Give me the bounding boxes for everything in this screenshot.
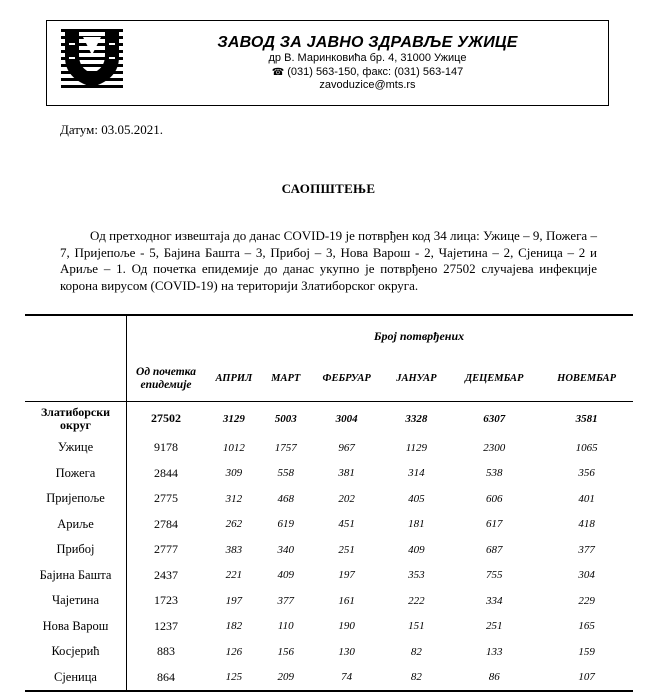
notice-title: САОПШТЕЊЕ [281, 181, 376, 196]
org-details [135, 34, 600, 93]
month-value: 3004 [309, 402, 385, 436]
municipality-name: Чајетина [25, 588, 127, 614]
document-date: Датум: 03.05.2021. [60, 122, 163, 137]
month-value: 74 [309, 665, 385, 692]
month-value: 334 [485, 594, 503, 607]
month-value: 165 [578, 620, 595, 633]
month-value: 377 [277, 594, 294, 607]
since-start-header: Од почетка епидемије [136, 365, 196, 391]
table-row [25, 435, 633, 461]
month-value: 1757 [274, 441, 297, 454]
municipality-total: 864 [127, 665, 206, 692]
table-row [25, 588, 633, 614]
telephone-icon: ☎ [271, 66, 285, 78]
table-row [25, 461, 633, 487]
month-value: 1065 [575, 441, 598, 454]
month-value: 405 [408, 492, 425, 505]
table-row [25, 665, 633, 692]
district-total: 27502 [127, 402, 206, 436]
month-value: 409 [408, 543, 425, 556]
municipality-name: Косјерић [25, 639, 127, 665]
month-value: 3581 [540, 402, 633, 436]
month-value: 151 [408, 620, 425, 633]
month-value: 1129 [405, 441, 427, 454]
month-value: 619 [277, 518, 294, 531]
month-value: 6307 [448, 402, 540, 436]
org-email: zavoduzice@mts.rs [319, 79, 416, 91]
month-header: МАРТ [271, 373, 301, 384]
municipality-total: 1723 [154, 593, 178, 608]
month-value: 687 [485, 543, 503, 556]
letterhead [46, 20, 609, 106]
municipality-total: 2844 [154, 465, 178, 480]
cases-table [25, 314, 633, 692]
month-header: ДЕЦЕМБАР [464, 373, 524, 384]
month-value: 312 [225, 492, 243, 505]
municipality-name: Сјеница [25, 665, 127, 692]
month-value: 222 [408, 594, 425, 607]
org-name: ЗАВОД ЗА ЈАВНО ЗДРАВЉЕ УЖИЦЕ [217, 34, 518, 51]
month-value: 1012 [222, 441, 245, 454]
month-value: 409 [277, 569, 294, 582]
municipality-total: 9178 [154, 440, 178, 455]
month-value: 125 [205, 665, 263, 692]
municipality-name: Нова Варош [25, 614, 127, 640]
month-value: 156 [277, 645, 294, 658]
district-total-row [25, 402, 633, 436]
municipality-name: Ужице [25, 435, 127, 461]
table-row [25, 537, 633, 563]
table-row [25, 563, 633, 589]
month-value: 159 [578, 645, 595, 658]
month-value: 182 [225, 620, 243, 633]
municipality-name: Пријепоље [25, 486, 127, 512]
month-value: 377 [578, 543, 595, 556]
municipality-name: Ариље [25, 512, 127, 538]
month-value: 2300 [483, 441, 506, 454]
municipality-total: 2784 [154, 516, 178, 531]
month-value: 309 [225, 467, 243, 480]
month-value: 5003 [263, 402, 309, 436]
month-header: ЈАНУАР [396, 373, 437, 384]
org-phones: (031) 563-150, факс: (031) 563-147 [287, 65, 464, 78]
month-value: 130 [338, 645, 355, 658]
month-value: 451 [338, 518, 355, 531]
month-value: 3129 [205, 402, 263, 436]
month-value: 133 [485, 645, 503, 658]
notice-paragraph: Од претходног извештаја до данас COVID-19 је потврђен код 34 лица: Ужице – 9, Пожега – 7, Пријепоље - 5, Бајина Башта – 3, Прибој – 3, Нова Варош - 2, Чајетина – 2, Сјеница – 2 и Ариље – 1. Од почетка епидемије до данас укупно је потврђено 27502 случајева инфекције корона вирусом (COVID-19) на територији Златиборског округа. [60, 228, 597, 293]
month-value: 353 [408, 569, 425, 582]
month-value: 383 [225, 543, 243, 556]
month-value: 381 [338, 467, 355, 480]
month-header: АПРИЛ [215, 373, 253, 384]
month-value: 107 [540, 665, 633, 692]
month-value: 126 [225, 645, 243, 658]
month-value: 209 [263, 665, 309, 692]
institute-logo [61, 27, 123, 89]
month-value: 262 [225, 518, 243, 531]
month-value: 197 [225, 594, 243, 607]
table-group-header-row [25, 315, 633, 356]
municipality-name: Бајина Башта [25, 563, 127, 589]
month-value: 606 [485, 492, 503, 505]
month-header: НОВЕМБАР [557, 373, 617, 384]
table-row [25, 639, 633, 665]
confirmed-cases-header: Број потврђених [205, 315, 633, 356]
municipality-name: Пожега [25, 461, 127, 487]
district-name: Златиборски округ [25, 402, 127, 436]
municipality-name: Прибој [25, 537, 127, 563]
month-value: 181 [408, 518, 425, 531]
month-value: 161 [338, 594, 355, 607]
month-value: 3328 [385, 402, 449, 436]
month-value: 538 [485, 467, 503, 480]
month-value: 251 [338, 543, 355, 556]
month-value: 755 [485, 569, 503, 582]
month-value: 221 [225, 569, 243, 582]
month-value: 82 [385, 665, 449, 692]
district-column-header [25, 315, 127, 402]
month-value: 340 [277, 543, 294, 556]
month-value: 558 [277, 467, 294, 480]
month-value: 418 [578, 518, 595, 531]
month-header: ФЕБРУАР [322, 373, 371, 384]
month-value: 356 [578, 467, 595, 480]
municipality-total: 2437 [154, 567, 178, 582]
notice-body [60, 228, 597, 294]
table-row [25, 512, 633, 538]
org-phones-line [135, 66, 600, 80]
municipality-total: 2775 [154, 491, 178, 506]
month-value: 197 [338, 569, 355, 582]
table-row [25, 486, 633, 512]
month-value: 229 [578, 594, 595, 607]
municipality-total: 2777 [154, 542, 178, 557]
month-value: 202 [338, 492, 355, 505]
month-value: 967 [338, 441, 355, 454]
month-value: 401 [578, 492, 595, 505]
month-value: 110 [277, 620, 294, 633]
municipality-total: 883 [157, 644, 175, 659]
month-value: 617 [485, 518, 503, 531]
month-value: 82 [410, 645, 422, 658]
month-value: 314 [408, 467, 425, 480]
org-address: др В. Маринковића бр. 4, 31000 Ужице [268, 52, 467, 64]
month-value: 251 [485, 620, 503, 633]
municipality-total: 1237 [154, 618, 178, 633]
month-value: 86 [448, 665, 540, 692]
month-value: 304 [578, 569, 595, 582]
table-row [25, 614, 633, 640]
month-value: 468 [277, 492, 294, 505]
month-value: 190 [338, 620, 355, 633]
